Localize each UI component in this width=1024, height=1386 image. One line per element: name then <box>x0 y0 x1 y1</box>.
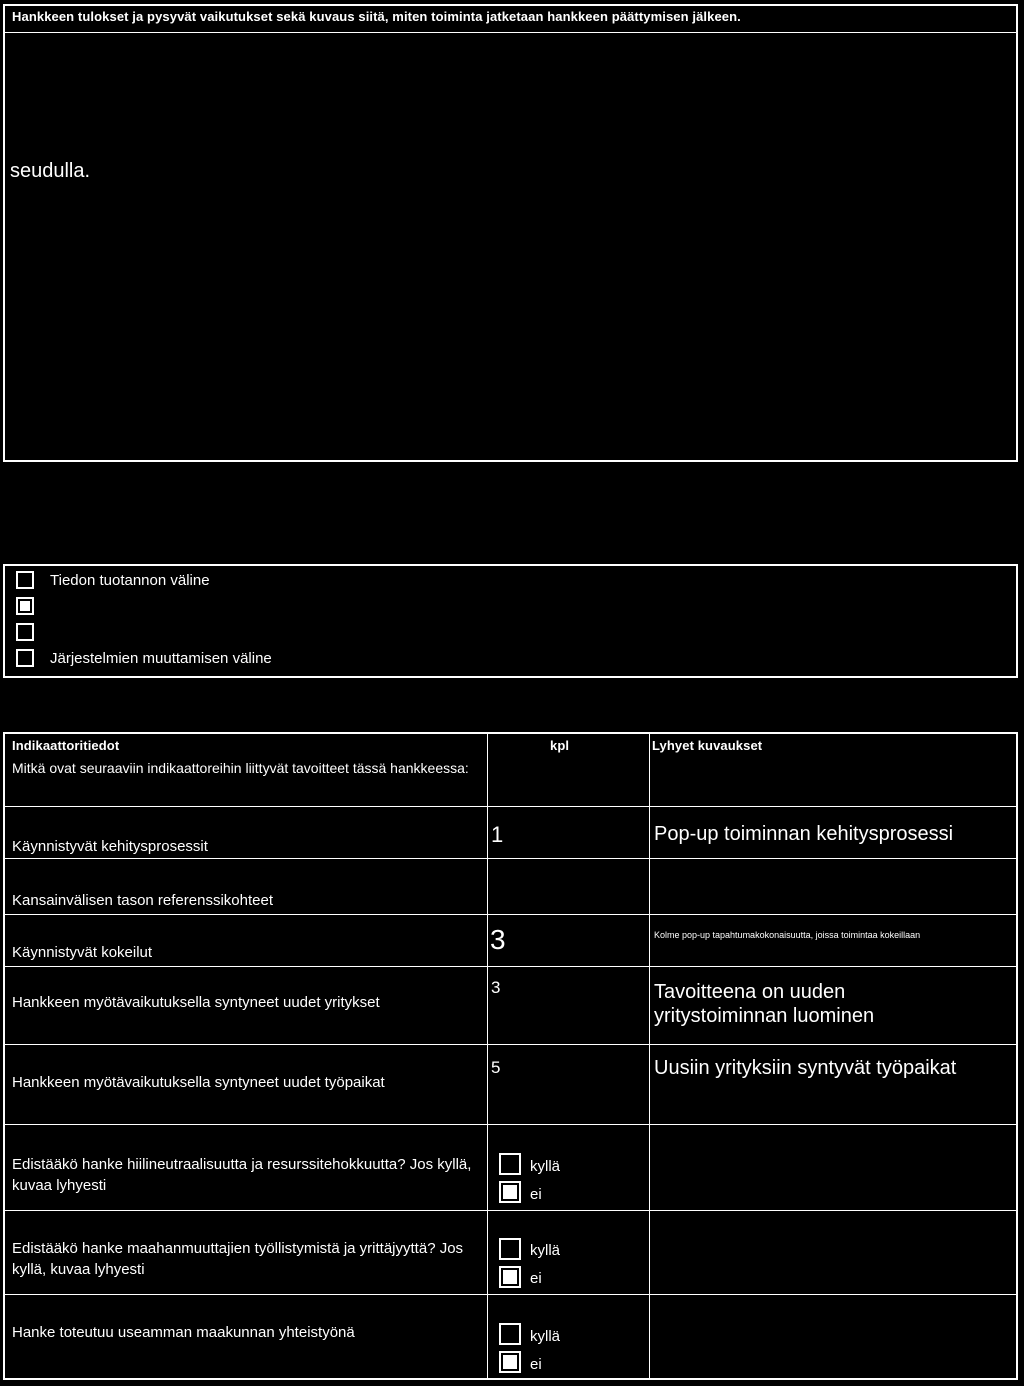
no-checkbox[interactable] <box>499 1266 521 1288</box>
no-label: ei <box>530 1186 542 1203</box>
row-divider <box>5 1124 1016 1125</box>
col-divider-2 <box>649 734 650 1378</box>
row-divider <box>5 1210 1016 1211</box>
yes-checkbox[interactable] <box>499 1323 521 1345</box>
option-checkbox-1[interactable] <box>16 571 34 589</box>
header-divider <box>5 32 1016 33</box>
indicator-kpl[interactable]: 3 <box>490 924 506 955</box>
results-body-text[interactable]: seudulla. <box>10 160 91 182</box>
indicator-kpl[interactable]: 5 <box>491 1058 501 1077</box>
indicator-desc[interactable]: Pop-up toiminnan kehitysprosessi <box>654 823 954 845</box>
row-divider <box>5 858 1016 859</box>
indicator-label: Kansainvälisen tason referenssikohteet <box>12 892 273 909</box>
yes-label: kyllä <box>530 1328 561 1345</box>
no-checkbox[interactable] <box>499 1351 521 1373</box>
row-divider <box>5 1294 1016 1295</box>
option-checkbox-4[interactable] <box>16 649 34 667</box>
indicator-kpl[interactable]: 1 <box>491 822 504 847</box>
row-divider <box>5 914 1016 915</box>
indicator-question: Mitkä ovat seuraaviin indikaattoreihin liittyvät tavoitteet tässä hankkeessa: <box>12 760 469 776</box>
row-divider <box>5 1044 1016 1045</box>
no-label: ei <box>530 1270 542 1287</box>
col-desc-header: Lyhyet kuvaukset <box>652 738 763 753</box>
option-label-4: Järjestelmien muuttamisen väline <box>50 650 272 667</box>
indicator-label: Hankkeen myötävaikutuksella syntyneet uudet työpaikat <box>12 1074 385 1091</box>
yes-checkbox[interactable] <box>499 1238 521 1260</box>
option-checkbox-3[interactable] <box>16 623 34 641</box>
indicator-desc[interactable]: Tavoitteena on uuden yritystoiminnan luominen <box>654 981 875 1027</box>
option-label-1: Tiedon tuotannon väline <box>50 572 210 589</box>
col-kpl-header: kpl <box>550 738 570 753</box>
yes-label: kyllä <box>530 1242 561 1259</box>
yes-checkbox[interactable] <box>499 1153 521 1175</box>
indicator-desc[interactable]: Kolme pop-up tapahtumakokonaisuutta, joissa toimintaa kokeillaan <box>654 930 921 940</box>
indicator-kpl[interactable]: 3 <box>491 978 501 997</box>
indicator-label: Käynnistyvät kokeilut <box>12 944 153 961</box>
indicator-label: Hankkeen myötävaikutuksella syntyneet uudet yritykset <box>12 994 380 1011</box>
no-label: ei <box>530 1356 542 1373</box>
question-label: Hanke toteutuu useamman maakunnan yhteistyönä <box>12 1324 355 1341</box>
option-checkbox-2[interactable] <box>16 597 34 615</box>
yes-label: kyllä <box>530 1158 561 1175</box>
question-label: Edistääkö hanke hiilineutraalisuutta ja resurssitehokkuutta? Jos kyllä, kuvaa lyhyesti <box>12 1156 472 1194</box>
no-checkbox[interactable] <box>499 1181 521 1203</box>
row-divider <box>5 806 1016 807</box>
indicator-label: Käynnistyvät kehitysprosessit <box>12 838 208 855</box>
indicator-title: Indikaattoritiedot <box>12 738 120 753</box>
row-divider <box>5 966 1016 967</box>
results-box <box>3 4 1018 462</box>
results-header: Hankkeen tulokset ja pysyvät vaikutukset sekä kuvaus siitä, miten toiminta jatketaan hankkeen päättymisen jälkeen. <box>12 9 741 24</box>
question-label: Edistääkö hanke maahanmuuttajien työllistymistä ja yrittäjyyttä? Jos kyllä, kuvaa lyhyesti <box>12 1240 464 1278</box>
indicator-desc[interactable]: Uusiin yrityksiin syntyvät työpaikat <box>654 1057 957 1079</box>
col-divider-1 <box>487 734 488 1378</box>
